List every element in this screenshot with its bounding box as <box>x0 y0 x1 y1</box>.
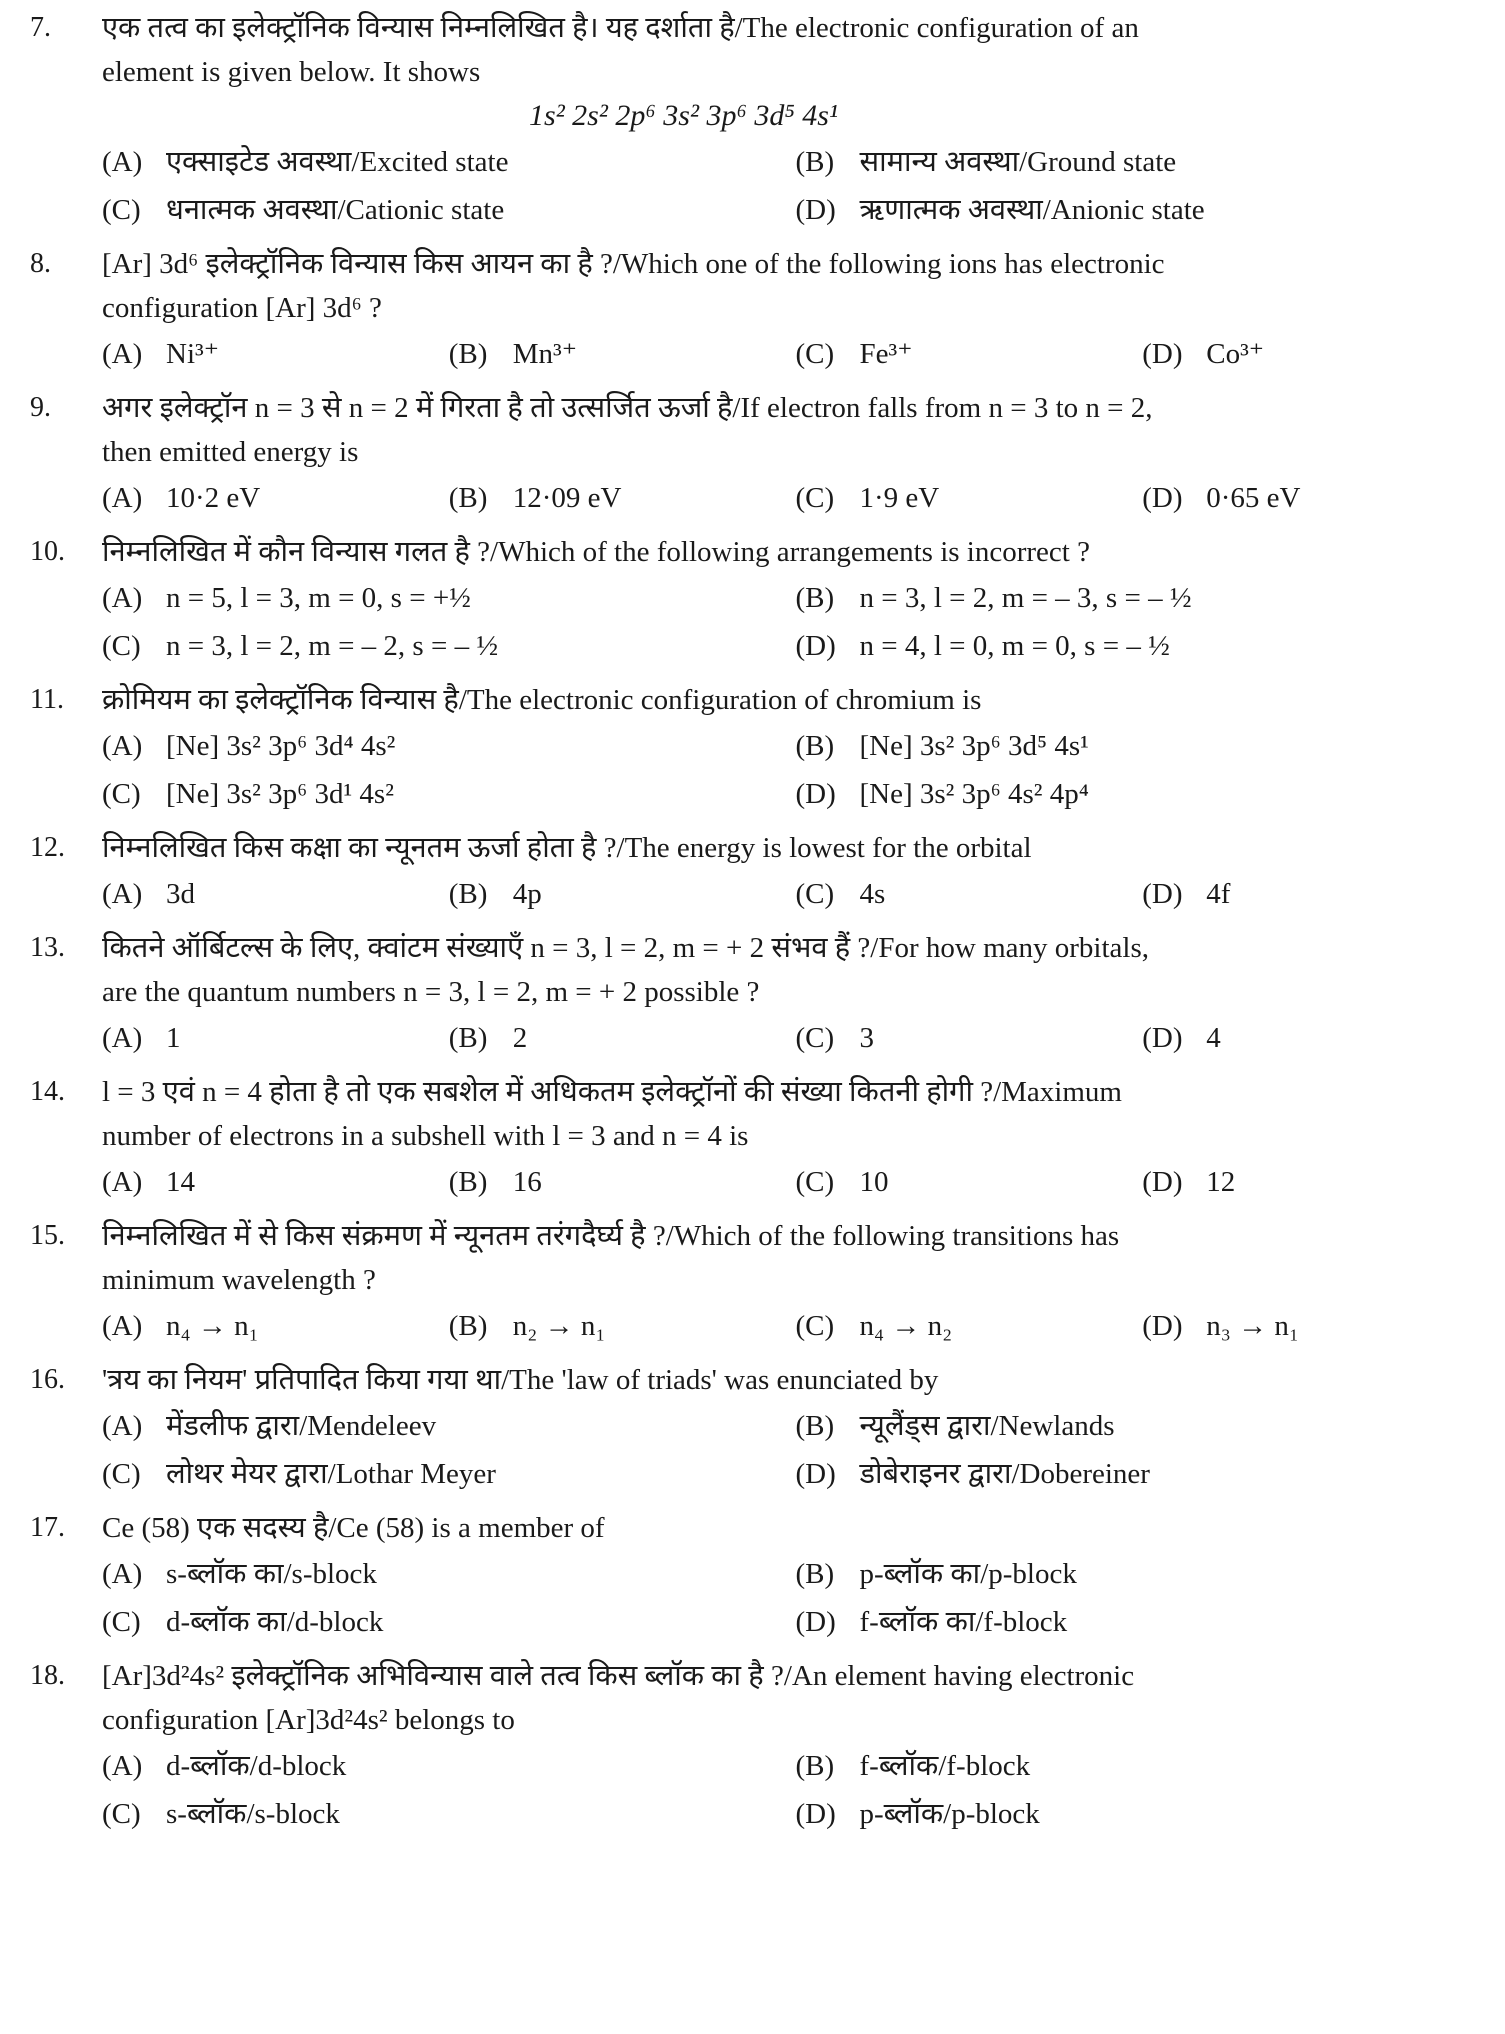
question-text: [Ar] 3d⁶ इलेक्ट्रॉनिक विन्यास किस आयन का है ?/Which one of the following ions has electronic <box>102 248 1165 280</box>
options-list <box>102 476 1465 520</box>
option-letter: (C) <box>102 1458 141 1490</box>
options-list <box>102 576 1465 668</box>
option-letter: (D) <box>1142 1166 1183 1198</box>
option-text: n = 4, l = 0, m = 0, s = – ½ <box>859 630 1170 662</box>
option-letter: (D) <box>795 1606 836 1638</box>
option-b <box>796 1744 1466 1788</box>
option-d <box>796 1452 1466 1496</box>
option-text: d-ब्लॉक/d-block <box>166 1750 347 1782</box>
question-number: 7. <box>30 12 51 43</box>
question-number: 8. <box>30 248 51 279</box>
option-text: n = 5, l = 3, m = 0, s = +½ <box>166 582 471 614</box>
question-text: are the quantum numbers n = 3, l = 2, m = + 2 possible ? <box>102 976 760 1008</box>
options-list <box>102 332 1465 376</box>
option-letter: (A) <box>102 1558 143 1590</box>
question-text: एक तत्व का इलेक्ट्रॉनिक विन्यास निम्नलिखित है। यह दर्शाता है/The electronic configuration of an <box>102 12 1139 44</box>
question <box>30 386 1465 520</box>
question-body <box>102 1070 1465 1204</box>
option-text: s-ब्लॉक का/s-block <box>166 1558 377 1590</box>
options-list <box>102 872 1465 916</box>
question-text: निम्नलिखित में से किस संक्रमण में न्यूनतम तरंगदैर्घ्य है ?/Which of the following transitions has <box>102 1220 1120 1252</box>
option-letter: (C) <box>102 778 141 810</box>
option-d <box>796 772 1466 816</box>
option-b <box>449 1160 772 1204</box>
option-text: 12·09 eV <box>512 482 622 514</box>
option-letter: (C) <box>102 1798 141 1830</box>
option-b <box>796 724 1466 768</box>
option-a <box>102 1552 772 1596</box>
option-letter: (B) <box>448 1166 488 1198</box>
options-list <box>102 1304 1465 1348</box>
option-letter: (B) <box>795 1558 835 1590</box>
option-letter: (D) <box>1142 878 1183 910</box>
option-c <box>102 772 772 816</box>
option-text: 12 <box>1206 1166 1236 1198</box>
option-d <box>1142 1016 1465 1060</box>
option-text: n₃ → n₁ <box>1206 1310 1299 1342</box>
option-letter: (A) <box>102 482 143 514</box>
question <box>30 1358 1465 1496</box>
option-text: 14 <box>166 1166 195 1198</box>
option-letter: (A) <box>102 1750 143 1782</box>
question-number: 18. <box>30 1660 65 1691</box>
option-c <box>796 1160 1119 1204</box>
question-text: निम्नलिखित में कौन विन्यास गलत है ?/Which of the following arrangements is incorrect ? <box>102 536 1090 568</box>
option-text: [Ne] 3s² 3p⁶ 4s² 4p⁴ <box>859 778 1089 810</box>
option-text: 4s <box>859 878 886 910</box>
option-d <box>796 624 1466 668</box>
option-b <box>796 576 1466 620</box>
option-text: 0·65 eV <box>1206 482 1301 514</box>
option-text: Ni³⁺ <box>166 338 220 370</box>
question <box>30 1654 1465 1836</box>
option-b <box>449 872 772 916</box>
options-list <box>102 1552 1465 1644</box>
option-letter: (D) <box>795 1798 836 1830</box>
option-text: n₄ → n₁ <box>166 1310 259 1342</box>
question-text: Ce (58) एक सदस्य है/Ce (58) is a member of <box>102 1512 605 1544</box>
option-d <box>1142 1160 1465 1204</box>
option-letter: (A) <box>102 1166 143 1198</box>
option-text: p-ब्लॉक का/p-block <box>859 1558 1077 1590</box>
options-list <box>102 140 1465 232</box>
question-text: अगर इलेक्ट्रॉन n = 3 से n = 2 में गिरता है तो उत्सर्जित ऊर्जा है/If electron falls from n = 3 to n = 2, <box>102 392 1153 424</box>
option-text: 4p <box>512 878 542 910</box>
option-text: 1 <box>166 1022 181 1054</box>
option-text: Mn³⁺ <box>512 338 578 370</box>
question-body <box>102 678 1465 816</box>
options-list <box>102 1404 1465 1496</box>
option-text: p-ब्लॉक/p-block <box>859 1798 1040 1830</box>
question-body <box>102 926 1465 1060</box>
option-letter: (A) <box>102 582 143 614</box>
question-body <box>102 1358 1465 1496</box>
option-text: [Ne] 3s² 3p⁶ 3d¹ 4s² <box>166 778 394 810</box>
option-letter: (D) <box>1142 338 1183 370</box>
option-letter: (B) <box>448 482 488 514</box>
option-d <box>1142 332 1465 376</box>
option-letter: (A) <box>102 1310 143 1342</box>
electronic-configuration-formula: 1s² 2s² 2p⁶ 3s² 3p⁶ 3d⁵ 4s¹ <box>529 99 838 132</box>
option-letter: (B) <box>795 582 835 614</box>
option-letter: (D) <box>1142 482 1183 514</box>
question-number: 11. <box>30 684 64 715</box>
option-letter: (B) <box>448 338 488 370</box>
option-text: f-ब्लॉक का/f-block <box>859 1606 1068 1638</box>
option-letter: (C) <box>795 482 835 514</box>
question-body <box>102 530 1465 668</box>
option-b <box>796 1552 1466 1596</box>
option-c <box>102 1600 772 1644</box>
option-d <box>796 188 1466 232</box>
option-letter: (B) <box>795 146 835 178</box>
question-text: [Ar]3d²4s² इलेक्ट्रॉनिक अभिविन्यास वाले तत्व किस ब्लॉक का है ?/An element having electronic <box>102 1660 1135 1692</box>
options-list <box>102 724 1465 816</box>
option-b <box>449 1016 772 1060</box>
question-number: 14. <box>30 1076 65 1107</box>
option-letter: (B) <box>448 878 488 910</box>
question-text: क्रोमियम का इलेक्ट्रॉनिक विन्यास है/The electronic configuration of chromium is <box>102 684 982 716</box>
option-text: n₄ → n₂ <box>859 1310 953 1342</box>
question-number: 9. <box>30 392 51 423</box>
option-text: 4 <box>1206 1022 1221 1054</box>
question <box>30 1506 1465 1644</box>
option-letter: (D) <box>795 630 836 662</box>
option-text: n = 3, l = 2, m = – 2, s = – ½ <box>166 630 499 662</box>
option-text: सामान्य अवस्था/Ground state <box>859 146 1177 178</box>
option-text: लोथर मेयर द्वारा/Lothar Meyer <box>166 1458 496 1490</box>
question-body <box>102 1214 1465 1348</box>
option-text: 10 <box>859 1166 889 1198</box>
option-a <box>102 476 425 520</box>
question-number: 16. <box>30 1364 65 1395</box>
option-text: मेंडलीफ द्वारा/Mendeleev <box>166 1410 437 1442</box>
option-text: [Ne] 3s² 3p⁶ 3d⁴ 4s² <box>166 730 396 762</box>
option-a <box>102 140 772 184</box>
option-b <box>449 332 772 376</box>
option-c <box>796 1304 1119 1348</box>
option-c <box>102 1452 772 1496</box>
question-text: number of electrons in a subshell with l = 3 and n = 4 is <box>102 1120 749 1152</box>
question-text: निम्नलिखित किस कक्षा का न्यूनतम ऊर्जा होता है ?/The energy is lowest for the orbital <box>102 832 1032 864</box>
option-letter: (C) <box>102 194 141 226</box>
option-text: n = 3, l = 2, m = – 3, s = – ½ <box>859 582 1192 614</box>
option-letter: (B) <box>448 1022 488 1054</box>
option-a <box>102 332 425 376</box>
option-letter: (A) <box>102 338 143 370</box>
option-a <box>102 724 772 768</box>
option-letter: (D) <box>795 1458 836 1490</box>
option-a <box>102 1016 425 1060</box>
options-list <box>102 1016 1465 1060</box>
option-text: Co³⁺ <box>1206 338 1265 370</box>
option-text: 4f <box>1206 878 1231 910</box>
option-letter: (A) <box>102 878 143 910</box>
option-d <box>1142 476 1465 520</box>
option-a <box>102 1304 425 1348</box>
option-text: 16 <box>512 1166 542 1198</box>
question-body <box>102 826 1465 916</box>
question <box>30 242 1465 376</box>
option-letter: (C) <box>795 878 835 910</box>
option-letter: (D) <box>1142 1310 1183 1342</box>
option-text: 10·2 eV <box>166 482 261 514</box>
option-d <box>796 1792 1466 1836</box>
question-number: 12. <box>30 832 65 863</box>
question <box>30 530 1465 668</box>
option-b <box>796 1404 1466 1448</box>
option-text: डोबेराइनर द्वारा/Dobereiner <box>859 1458 1150 1490</box>
option-letter: (D) <box>795 778 836 810</box>
question-text: configuration [Ar] 3d⁶ ? <box>102 292 382 324</box>
option-text: s-ब्लॉक/s-block <box>166 1798 340 1830</box>
option-letter: (A) <box>102 1410 143 1442</box>
option-text: 2 <box>512 1022 528 1054</box>
option-c <box>796 332 1119 376</box>
question <box>30 826 1465 916</box>
question-body <box>102 242 1465 376</box>
option-b <box>449 476 772 520</box>
question-number: 13. <box>30 932 65 963</box>
option-c <box>102 188 772 232</box>
options-list <box>102 1160 1465 1204</box>
option-text: f-ब्लॉक/f-block <box>859 1750 1031 1782</box>
question-body <box>102 386 1465 520</box>
question-body <box>102 1506 1465 1644</box>
option-letter: (A) <box>102 146 143 178</box>
option-c <box>796 1016 1119 1060</box>
options-list <box>102 1744 1465 1836</box>
option-letter: (B) <box>795 1750 835 1782</box>
question-body <box>102 6 1465 232</box>
question <box>30 926 1465 1060</box>
question <box>30 1214 1465 1348</box>
option-text: धनात्मक अवस्था/Cationic state <box>166 194 505 226</box>
option-c <box>796 476 1119 520</box>
option-b <box>449 1304 772 1348</box>
question-number: 15. <box>30 1220 65 1251</box>
option-text: n₂ → n₁ <box>512 1310 606 1342</box>
option-d <box>1142 872 1465 916</box>
question-body <box>102 1654 1465 1836</box>
option-letter: (B) <box>448 1310 488 1342</box>
question-text: minimum wavelength ? <box>102 1264 376 1296</box>
option-text: 3 <box>859 1022 874 1054</box>
option-c <box>102 624 772 668</box>
question-text: configuration [Ar]3d²4s² belongs to <box>102 1704 515 1736</box>
option-d <box>796 1600 1466 1644</box>
option-text: 1·9 eV <box>859 482 940 514</box>
question <box>30 678 1465 816</box>
question-text: then emitted energy is <box>102 436 359 468</box>
question-text: कितने ऑर्बिटल्स के लिए, क्वांटम संख्याएँ n = 3, l = 2, m = + 2 संभव हैं ?/For how many orbitals, <box>102 932 1149 964</box>
question-text: element is given below. It shows <box>102 56 481 88</box>
question <box>30 1070 1465 1204</box>
option-letter: (C) <box>795 1166 835 1198</box>
option-text: एक्साइटेड अवस्था/Excited state <box>166 146 509 178</box>
option-b <box>796 140 1466 184</box>
option-text: न्यूलैंड्स द्वारा/Newlands <box>859 1410 1115 1442</box>
option-letter: (C) <box>102 1606 141 1638</box>
option-text: Fe³⁺ <box>859 338 913 370</box>
option-letter: (B) <box>795 1410 835 1442</box>
option-letter: (C) <box>795 338 835 370</box>
option-letter: (A) <box>102 1022 143 1054</box>
option-letter: (D) <box>795 194 836 226</box>
option-letter: (C) <box>795 1310 835 1342</box>
option-a <box>102 1744 772 1788</box>
option-a <box>102 1160 425 1204</box>
option-text: 3d <box>166 878 195 910</box>
question <box>30 6 1465 232</box>
option-c <box>102 1792 772 1836</box>
question-text: l = 3 एवं n = 4 होता है तो एक सबशेल में अधिकतम इलेक्ट्रॉनों की संख्या कितनी होगी ?/Maximum <box>102 1076 1122 1108</box>
option-letter: (A) <box>102 730 143 762</box>
option-text: ऋणात्मक अवस्था/Anionic state <box>859 194 1205 226</box>
option-text: d-ब्लॉक का/d-block <box>166 1606 384 1638</box>
option-a <box>102 576 772 620</box>
question-number: 17. <box>30 1512 65 1543</box>
option-letter: (C) <box>795 1022 835 1054</box>
question-text: 'त्रय का नियम' प्रतिपादित किया गया था/The 'law of triads' was enunciated by <box>102 1364 939 1396</box>
option-c <box>796 872 1119 916</box>
option-text: [Ne] 3s² 3p⁶ 3d⁵ 4s¹ <box>859 730 1089 762</box>
option-a <box>102 1404 772 1448</box>
option-d <box>1142 1304 1465 1348</box>
option-letter: (C) <box>102 630 141 662</box>
question-number: 10. <box>30 536 65 567</box>
option-letter: (D) <box>1142 1022 1183 1054</box>
option-a <box>102 872 425 916</box>
option-letter: (B) <box>795 730 835 762</box>
